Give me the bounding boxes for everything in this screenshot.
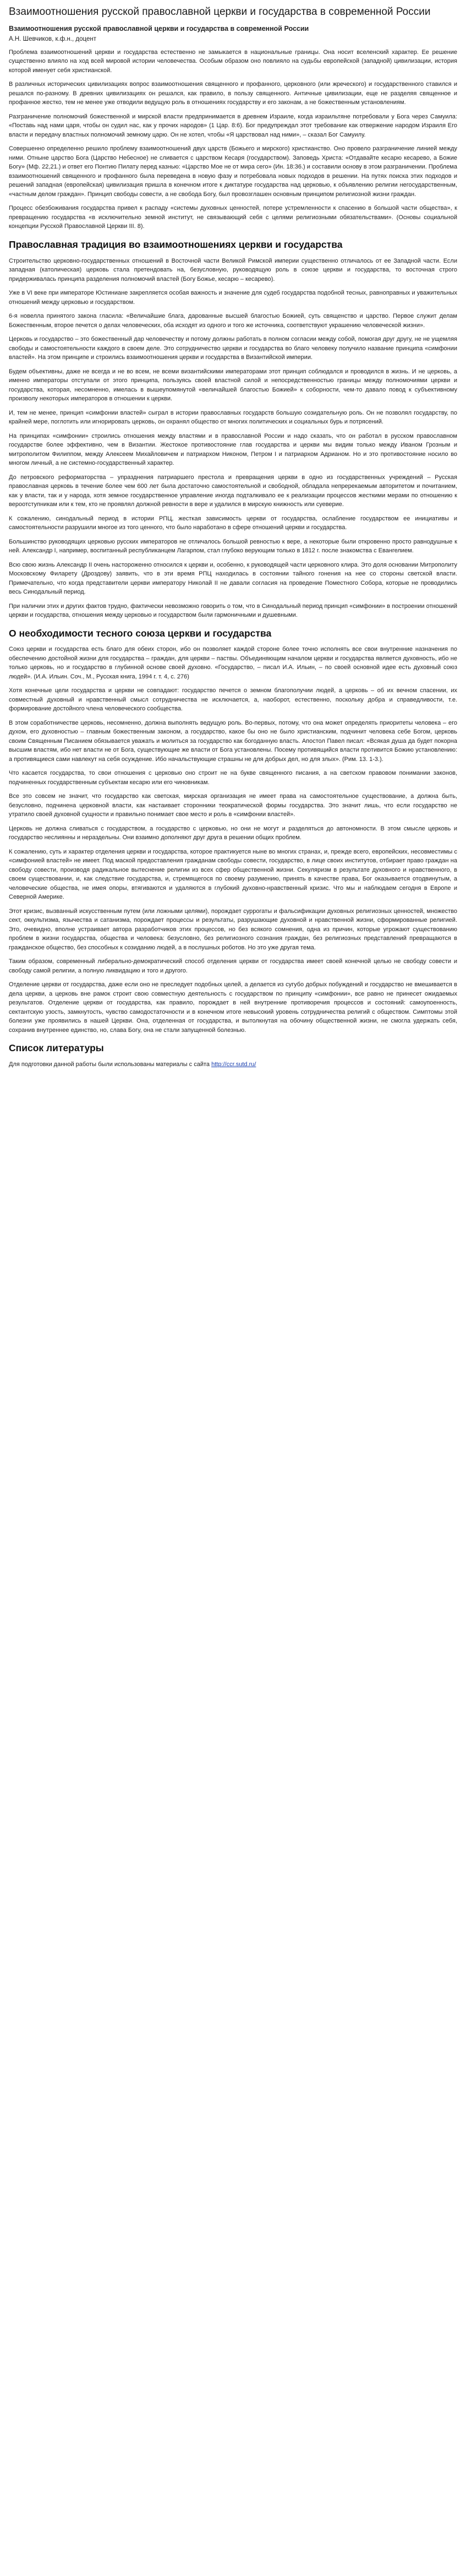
paragraph: Церковь не должна сливаться с государством, а государство с церковью, но они не могут и разделяться до автономности. В этом смысле церковь и государство неслиянны и нераздельны. Они взаимно дополняют друг друга в решении общих проблем.	[9, 825, 457, 841]
paragraph: К сожалению, суть и характер отделения церкви и государства, которое практикуется ныне во многих странах, и, прежде всего, европейских, несовместимы с «симфонией властей» не имеет. Под маской предоставления гражданам свободы совести, государство, в лице своих институтов, отбирает право граждан на свободу совести, производя радикальное вытеснение религии из всех сфер общественной жизни. Секуляризм в результате духовного и нравственного, в своем существовании, и, как следствие государства, и, стремящегося по своему разумению, принять в качестве права, Бог оказывается отодвинутым, а человеческие общества, не имея опоры, втягиваются и удаляются в глубокий духовно-нравственный кризис. Что мы и наблюдаем сегодня в Европе и Северной Америке.	[9, 848, 457, 901]
paragraph: В различных исторических цивилизациях вопрос взаимоотношения священного и профанного, церковного (или жреческого) и государственного ставился и решался по-разному. В древних цивилизациях он решался, как правило, в пользу священного. Античные цивилизации, еще не разделяя священное и профанное жестко, тем не менее уже отводили ведущую роль в отношениях государству и его законам, а не божественным установлениям.	[9, 81, 457, 106]
paragraph: При наличии этих и других фактов трудно, фактически невозможно говорить о том, что в Синодальный период принцип «симфонии» в построении отношений церкви и государства, отношения между церковью и государством были гармоничными и душевными.	[9, 602, 457, 618]
paragraph: Таким образом, современный либерально-демократический способ отделения церкви от государства имеет своей конечной целью не свободу совести и свободу самой религии, а полную ликвидацию и того и другого.	[9, 958, 457, 974]
paragraph: На принципах «симфонии» строились отношения между властями и в православной России и надо сказать, что он работал в русском православном государстве более эффективно, чем в Византии. Жестокое противостояние глав государства и церкви мы видим только между Иваном Грозным и митрополитом Филиппом, между Алексеем Михайловичем и патриархом Никоном, Петром I и патриархом Адрианом. Но и это противостояние носило во многом личный, а не системно-государственный характер.	[9, 432, 457, 466]
paragraph: 6-я новелла принятого закона гласила: «Величайшие блага, дарованные высшей благостью Божией, суть священство и царство. Первое служит делам Божественным, второе печется о делах человеческих, оба исходят из одного и того же источника, соответствуют украшению человеческой жизни».	[9, 313, 457, 329]
paragraph: Уже в VI веке при императоре Юстиниане закрепляется особая важность и значение для судеб государства подобной тесных, равноправных и уважительных отношений между церковью и государством.	[9, 290, 457, 306]
references-section	[9, 1042, 457, 1069]
document-page	[0, 0, 466, 1069]
references-intro: Для подготовки данной работы были использованы материалы с сайта	[9, 1061, 210, 1068]
paragraph: Что касается государства, то свои отношения с церковью оно строит не на букве священного писания, а на светском правовом понимании законов, подчиненных государственным субъектам кесарю или его чиновникам.	[9, 770, 457, 786]
paragraph: До петровского реформаторства – упразднения патриаршего престола и превращения церкви в одно из государственных учреждений – Русская православная церковь в течение более чем 600 лет была достаточно самостоятельной и свободной, обладала непререкаемым авторитетом и почитанием, как у власти, так и у народа, хотя земное государственное управление иногда подталкивало ее к реализации процессов жесткими мерами по отношению к вероотступникам или к тем, кто не проявлял должной ревности в вере и удалился в мирскую книжность или суеверие.	[9, 474, 457, 508]
paragraph: Совершенно определенно решило проблему взаимоотношений двух царств (Божьего и мирского) христианство. Оно провело разграничение линией между ними. Отныне царство Бога (Царство Небесное) не сливается с царством Кесаря (государством). Заповедь Христа: «Отдавайте кесарю кесарево, а Божие Богу» (Мф. 22,21.) и ответ его Понтию Пилату перед казнью: «Царство Мое не от мира сего» (Ин. 18:36.) и составили основу в этом разграничении. Проблема взаимоотношений священного и профанного была переведена в новую фазу и потребовала новых подходов в решении. На путях поиска этих подходов и решений западная (европейская) цивилизация пришла в конечном итоге к диктатуре государства над церковью, к объявлению религии негосударственным, «частным делом граждан». Принцип свободы совести, а не свобода Богу, был провозглашен основным принципом религиозной жизни граждан.	[9, 145, 457, 198]
paragraph: Отделение церкви от государства, даже если оно не преследует подобных целей, а делается из сугубо добрых побуждений и государство не вмешивается в дела церкви, а церковь вне рамок строит свою совместную деятельность с государством по принципу «симфонии», все равно не принесет ожидаемых результатов. Отделение церкви от государства, как правило, порождает в ней внутренние противоречия процессов и состояний: самоупоенность, сектантскую узость, замкнутость, чувство самодостаточности и в конечном итоге невысокий уровень сотрудничества религий с обществом. Симптомы этой болезни уже проявились в нашей Церкви. Она, отделенная от государства, и вытолкнутая на обочину общественной жизни, не смогла удержать себя, сохранив внутреннее единство, но, слава Богу, она не стали запущенной болезнью.	[9, 981, 457, 1034]
section-heading: Список литературы	[9, 1042, 104, 1054]
paragraph: К сожалению, синодальный период в истории РПЦ, жесткая зависимость церкви от государства, ослабление государством ее инициативы и самостоятельности разрушили многое из того ценного, что было наработано в сфере отношений церкви и государства.	[9, 515, 457, 531]
paragraph: Процесс обезбоживания государства привел к распаду «системы духовных ценностей, потере устремленности к спасению в большой части общества», к превращению государства «в исключительно земной институт, не связывающий себя с целями религиозными обязательствами». (Основы социальной концепции Русской Православной Церкви III. 8).	[9, 205, 457, 230]
article-subtitle: Взаимоотношения русской православной церкви и государства в современной России	[9, 24, 309, 32]
paragraph: Союз церкви и государства есть благо для обеих сторон, ибо он позволяет каждой стороне более точно исполнять все свои внутренние назначения по обеспечению достойной жизни для государства – граждан, для церкви – паствы. Объединяющим началом церкви и государства является духовность, ибо не только церковь, но и государство в глубинной основе своей духовно. «Государство, – писал И.А. Ильин, – по своей основной идее есть духовный союз людей». (И.А. Ильин. Соч., М., Русская книга, 1994 г. т. 4, с. 276)	[9, 646, 457, 680]
paragraph: Разграничение полномочий божественной и мирской власти предпринимается в древнем Израиле, когда израильтяне потребовали у Бога через Самуила: «Поставь над нами царя, чтобы он судил нас, как у прочих народов» (1 Цар. 8:6). Бог предупреждал этот требование как отвержение народом Израиля Его власти и передачу властных полномочий земному царю. Он не хотел, чтобы «Я царствовал над ними», – сказал Бог Самуилу.	[9, 113, 457, 138]
author-line: А.Н. Шевчиков, к.ф.н., доцент	[9, 35, 96, 42]
paragraph: Церковь и государство – это божественный дар человечеству и потому должны работать в полном согласии между собой, помогая друг другу, не не ущемляя свободы и самостоятельности каждого в своем деле. Это сотрудничество церкви и государства во благо человеку получило название принципа «симфонии властей». На этом принципе и строились взаимоотношения церкви и государства в Византийской империи.	[9, 336, 457, 361]
intro-section	[9, 48, 457, 231]
section-heading: О необходимости тесного союза церкви и государства	[9, 627, 272, 639]
section-heading: Православная традиция во взаимоотношениях церкви и государства	[9, 238, 343, 250]
paragraph: Всю свою жизнь Александр II очень настороженно относился к церкви и, особенно, к руководящей части церковного клира. Это доля основании Митрополиту Московскому Филарету (Дроздову) заявить, что в эти время РПЦ находилась в состоянии тайного гонения на нее со стороны светской власти. Примечательно, что когда представители церкви императору Николай II не давали согласия на проведение Поместного Собора, которые не проводились весь Синодальный период.	[9, 561, 457, 595]
orthodox-tradition-section	[9, 239, 457, 620]
paragraph: В этом соработничестве церковь, несомненно, должна выполнять ведущую роль. Во-первых, потому, что она может определять приоритеты человека – его духом, его духовностью – главным божественным законом, а государство, какое бы оно не было христианским, подчинит человека себе Богом, церковь своим Священным Писанием обязывается уважать и молиться за государство как богоданную власть. Апостол Павел писал: «Всякая душа да будет покорна высшим властям, ибо нет власти не от Бога, существующие же власти от Бога установлены. Посему противящийся власти противится Божию установлению: а противящиеся сами навлекут на себя осуждение. Ибо начальствующие страшны не для добрых дел, но для злых». (Рим. 13. 1-3.).	[9, 719, 457, 763]
union-necessity-section	[9, 628, 457, 1035]
paragraph: Хотя конечные цели государства и церкви не совпадают: государство печется о земном благополучии людей, а церковь – об их вечном спасении, их совместный духовный и нравственный смысл сотрудничества не исключается, а, наоборот, естественно, поскольку добра и справедливости, т.е. формирование достойного члена человеческого сообщества.	[9, 687, 457, 713]
paragraph: Большинство руководящих церковью русских императоров не отличалось большой ревностью к вере, а некоторые были откровенно просто равнодушные к ней. Александр I, например, воспитанный республиканцем Лагарпом, стал глубоко верующим только в 1812 г. после знакомства с Евангелием.	[9, 538, 457, 554]
references-text	[9, 1060, 457, 1069]
references-link[interactable]: http://ccr.sutd.ru/	[211, 1061, 256, 1068]
paragraph: Будем объективны, даже не всегда и не во всем, не всеми византийскими императорами этот принцип соблюдался и проводился в жизнь. И не церковь, а именно императоры отступали от этого принципа, пользуясь своей властной силой и непосредственностью границы между полномочиями церкви и государства, которая, несомненно, имелась в вышеупомянутой «величайшей благостью Божией» к соборности, чем-то давало повод к субъективному произволу некоторых императоров в отношении к церкви.	[9, 368, 457, 402]
page-title: Взаимоотношения русской православной церкви и государства в современной России	[9, 6, 431, 18]
paragraph: Этот кризис, вызванный искусственным путем (или ложными целями), порождает суррогаты и фальсификации духовных религиозных ценностей, множество сект, оккультизма, язычества и сатанизма, порождает процессы и результаты, разрушающие духовной и нравственной жизни, сформированные религией. Это, очевидно, вполне устраивает автора разработчиков этих процессов, но без всякого сомнения, одна из причин, которые угрожают существованию проблем в жизни государства, общества и человека: безусловно, без религиозного сознания граждан, без религиозных представлений превращаются в гражданское общество, без способных к созиданию людей, а в послушных роботов. Но это уже другая тема.	[9, 907, 457, 951]
paragraph: Проблема взаимоотношений церкви и государства естественно не замыкается в национальные границы. Она носит вселенский характер. Ее решение существенно влияло на ход всей мировой истории человечества. Особым образом оно повлияло на судьбы европейской (западной) цивилизации, история которой именует себя христианской.	[9, 48, 457, 74]
paragraph: Все это совсем не значит, что государство как светская, мирская организация не имеет права на самостоятельное существование, а должна быть, безусловно, подчинена церковной власти, как настаивает сторонники теократической формы государства. Это значит лишь, что если государство не утратило своей духовной сущности и правильно понимает свое место и роль в «симфонии властей».	[9, 793, 457, 818]
paragraph: Строительство церковно-государственных отношений в Восточной части Великой Римской империи существенно отличалось от ее Западной части. Если западная (католическая) церковь стала претендовать на, безусловную, руководящую роль в союзе церкви и государства, то восточная строго придерживалась принципа разделения полномочий властей (Богу Божье, кесарю – кесарево).	[9, 257, 457, 282]
paragraph: И, тем не менее, принцип «симфонии властей» сыграл в истории православных государств большую созидательную роль. Он не позволял государству, по крайней мере, поглотить или игнорировать церковь, он охранял общество от многих политических и социальных бурь и потрясений.	[9, 409, 457, 425]
